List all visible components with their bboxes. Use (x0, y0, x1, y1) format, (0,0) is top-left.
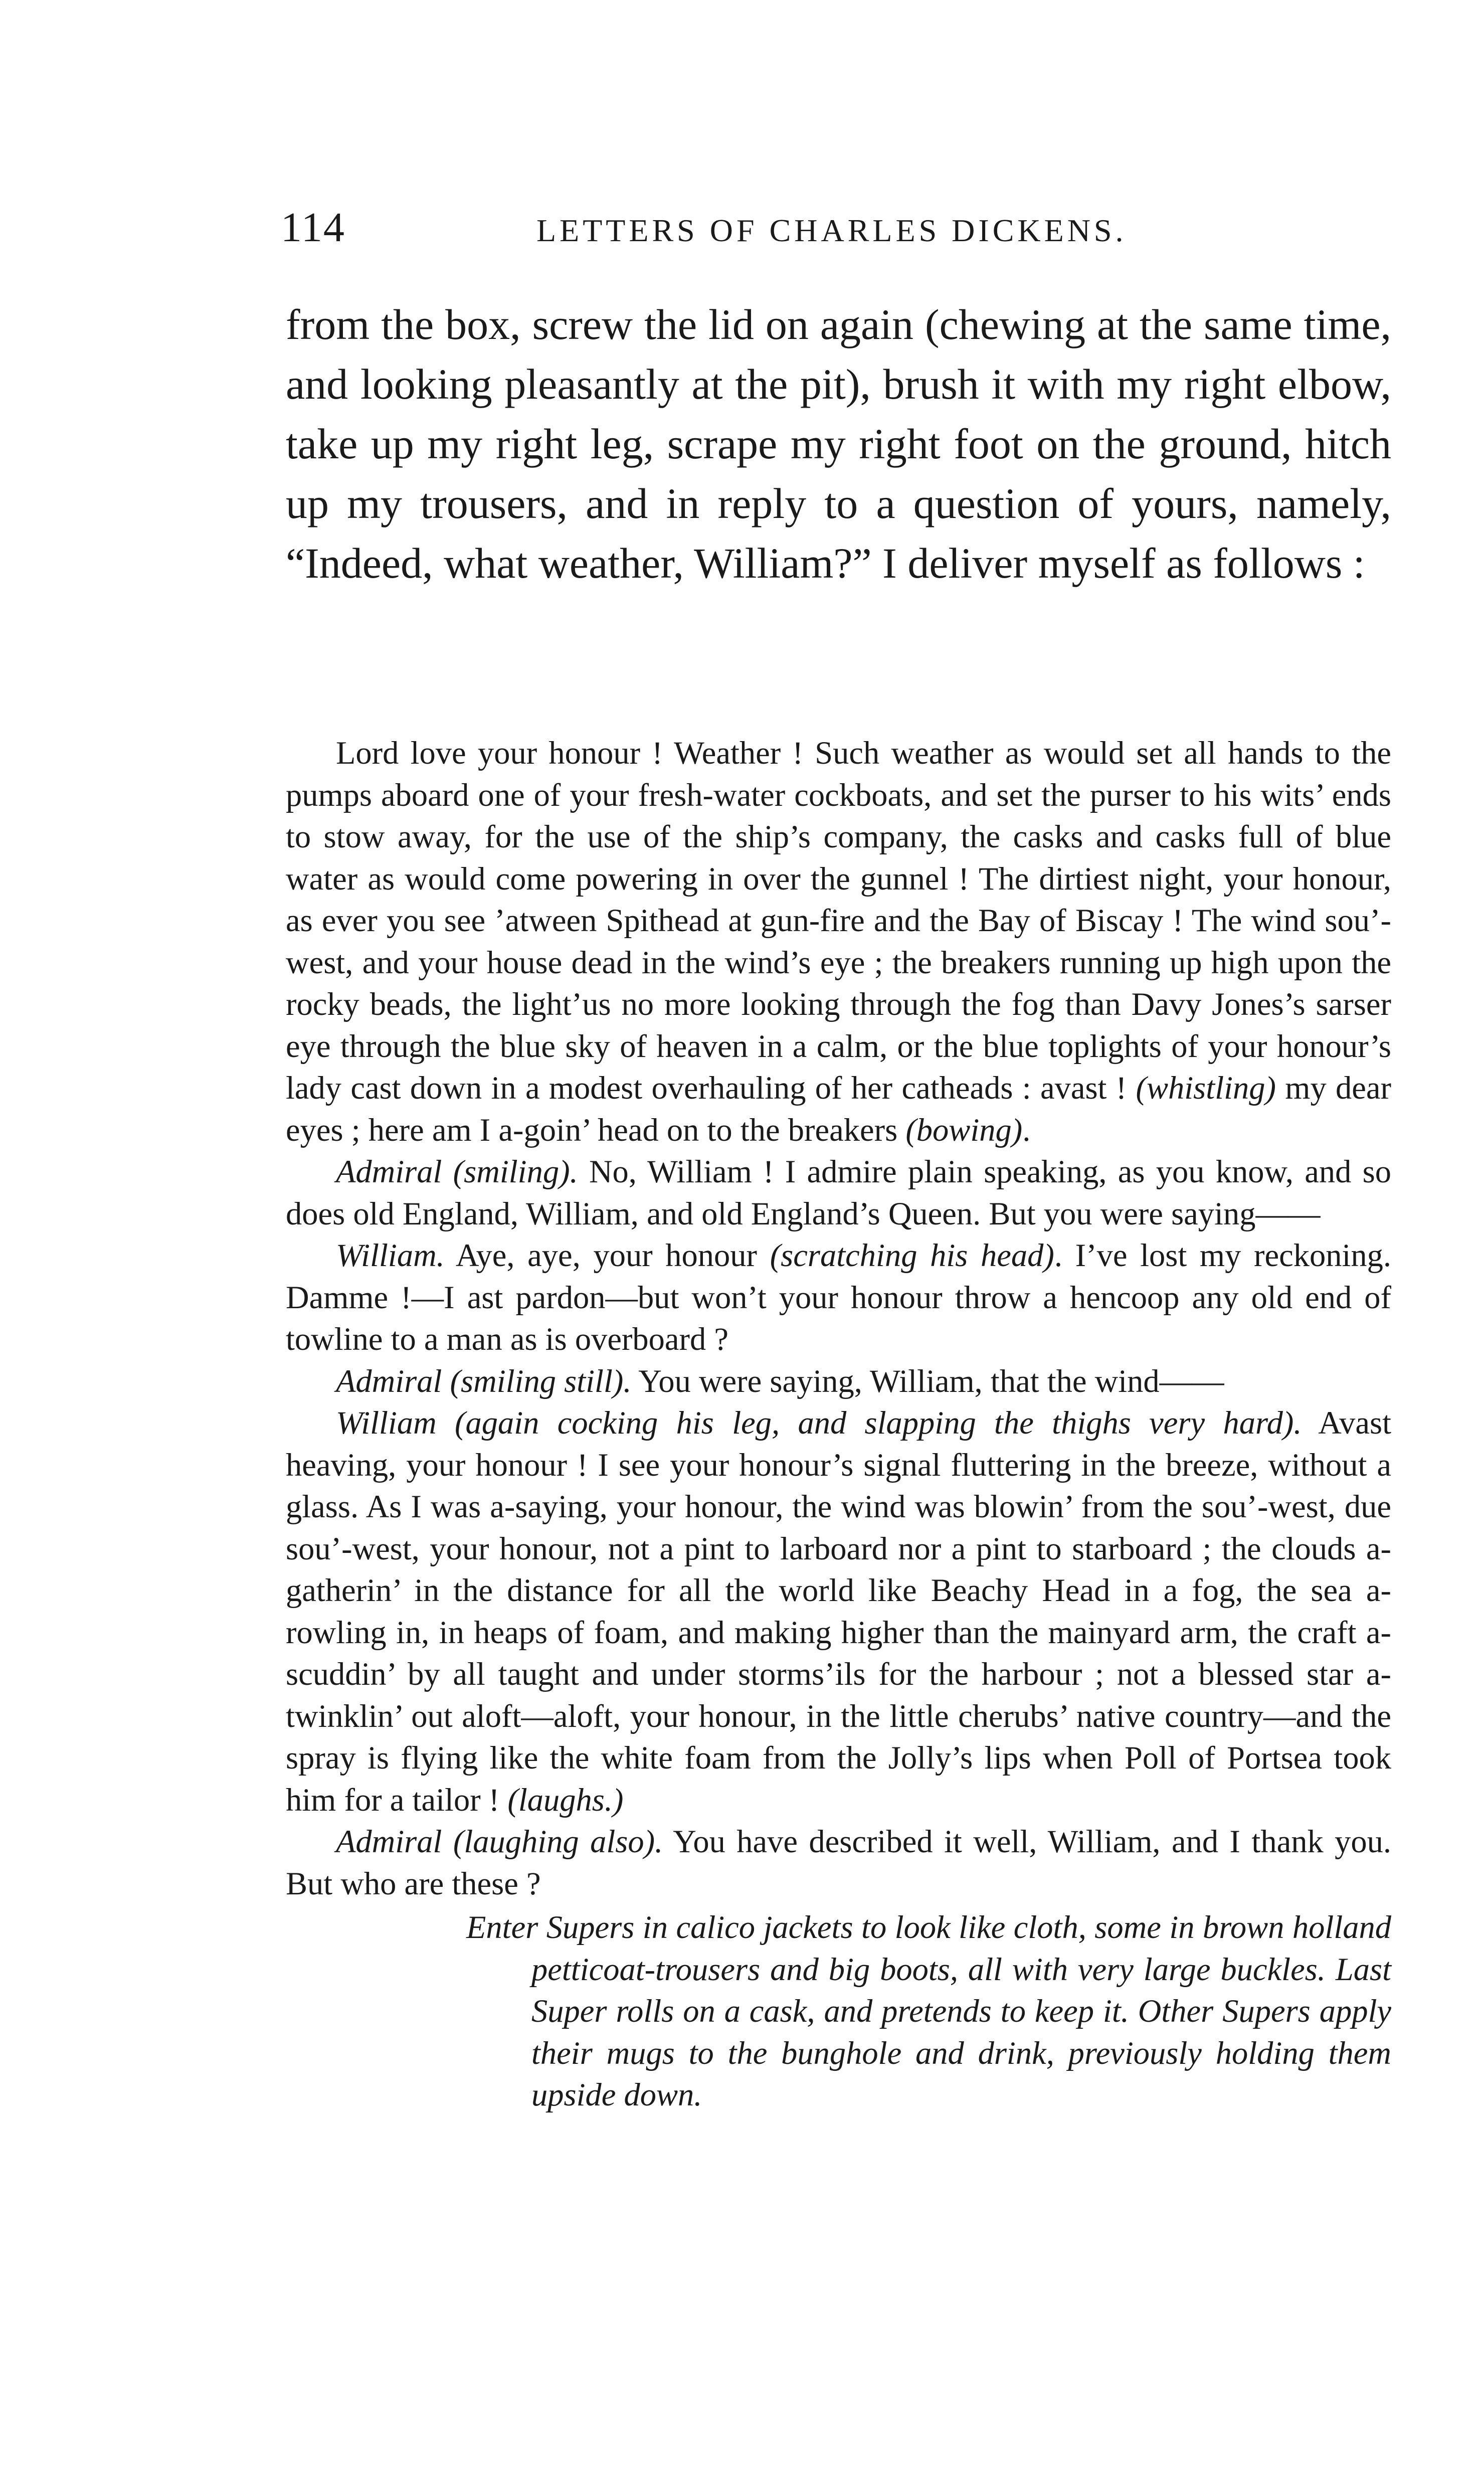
speech-text: . (1022, 1112, 1031, 1148)
speaker-label: William. (336, 1238, 445, 1273)
running-title: LETTERS OF CHARLES DICKENS. (536, 213, 1127, 248)
admiral-speech-1 (286, 1151, 1391, 1235)
speech-text: You have described it well, William, and I thank you. But who are these ? (286, 1824, 1391, 1901)
speaker-label: Admiral (smiling still). (336, 1363, 632, 1399)
speaker-label: Admiral (smiling). (336, 1154, 578, 1189)
page-header (281, 203, 1394, 258)
page-number: 114 (281, 204, 345, 251)
stage-direction: (laughs.) (507, 1782, 624, 1818)
speech-text: Avast heaving, your honour ! I see your honour’s signal fluttering in the breeze, without a glass. As I was a-saying, your honour, the wind was blowin’ from the sou’-west, due sou’-west, your honour, not a pint to larboard nor a pint to starboard ; the clouds a-gatherin’ in the distance for all the world like Beachy Head in a fog, the sea a-rowling in, in heaps of foam, and making higher than the mainyard arm, the craft a-scuddin’ by all taught and under storms’ils for the harbour ; not a blessed star a-twinklin’ out aloft—aloft, your honour, in the little cherubs’ native country—and the spray is flying like the white foam from the Jolly’s lips when Poll of Portsea took him for a tailor ! (286, 1405, 1391, 1818)
speech-text: No, William ! I admire plain speaking, as you know, and so does old England, William, and old England’s Queen. But you were saying—— (286, 1154, 1391, 1231)
dialogue-block (286, 732, 1391, 2116)
stage-direction: (scratching his head) (770, 1238, 1054, 1273)
william-speech-2 (286, 1235, 1391, 1360)
speech-text: Lord love your honour ! Weather ! Such weather as would set all hands to the pumps aboard one of your fresh-water cockboats, and set the purser to his wits’ ends to stow away, for the use of the ship’s company, the casks and casks full of blue water as would come powering in over the gunnel ! The dirtiest night, your honour, as ever you see ’atween Spithead at gun-fire and the Bay of Biscay ! The wind sou’-west, and your house dead in the wind’s eye ; the breakers running up high upon the rocky beads, the light’us no more looking through the fog than Davy Jones’s sarser eye through the blue sky of heaven in a calm, or the blue toplights of your honour’s lady cast down in a modest overhauling of her catheads : avast ! (286, 735, 1391, 1106)
stage-direction: (whistling) (1136, 1070, 1276, 1106)
speaker-label: William (again cocking his leg, and slapping the thighs very hard). (336, 1405, 1302, 1441)
admiral-speech-3 (286, 1821, 1391, 1904)
stage-direction: (bowing) (905, 1112, 1023, 1148)
william-speech-1 (286, 732, 1391, 1151)
admiral-speech-2 (286, 1360, 1391, 1402)
stage-direction-block: Enter Supers in calico jackets to look like cloth, some in brown holland petticoat-trousers and big boots, all with very large buckles. Last Super rolls on a cask, and pretends to keep it. Other Supers apply their mugs to the bunghole and drink, previously holding them upside down. (466, 1909, 1391, 2112)
intro-text: from the box, screw the lid on again (chewing at the same time, and looking pleasantly at the pit), brush it with my right elbow, take up my right leg, scrape my right foot on the ground, hitch up my trousers, and in reply to a question of yours, namely, “Indeed, what weather, William?” I deliver myself as follows : (286, 300, 1391, 587)
speech-text: my dear eyes ; here am I a-goin’ head on to the breakers (286, 1070, 1391, 1148)
intro-paragraph (286, 295, 1391, 593)
speech-text: . I’ve lost my reckoning. Damme !—I ast pardon—but won’t your honour throw a hencoop any old end of towline to a man as is overboard ? (286, 1238, 1392, 1357)
speaker-label: Admiral (laughing also). (336, 1824, 663, 1859)
speech-text: Aye, aye, your honour (444, 1238, 770, 1273)
speech-text: You were saying, William, that the wind—— (631, 1363, 1224, 1399)
william-speech-3 (286, 1402, 1391, 1821)
